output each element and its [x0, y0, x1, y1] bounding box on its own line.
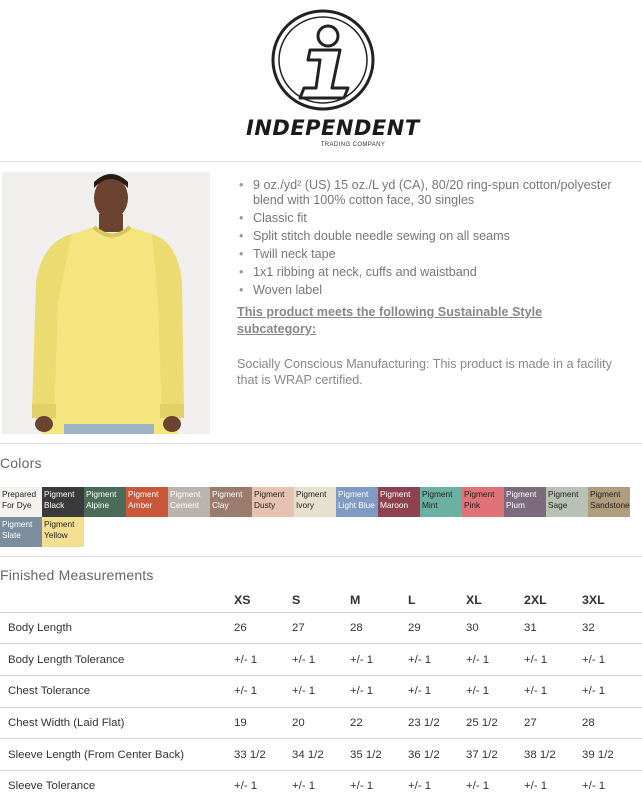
color-swatch[interactable]	[294, 487, 336, 517]
feature-item: • Woven label	[237, 283, 637, 298]
table-row	[0, 770, 642, 797]
table-header-row	[0, 589, 642, 612]
color-swatch[interactable]	[42, 487, 84, 517]
color-swatch[interactable]	[84, 487, 126, 517]
measurement-value: +/- 1	[234, 675, 292, 707]
section-divider	[0, 556, 642, 557]
table-row	[0, 644, 642, 676]
swatch-label-line2: Black	[44, 500, 65, 510]
measurement-label: Sleeve Length (From Center Back)	[0, 739, 234, 771]
size-header: XS	[234, 589, 292, 612]
table-row	[0, 612, 642, 644]
measurement-value: +/- 1	[350, 675, 408, 707]
measurement-value: 26	[234, 612, 292, 644]
color-swatch[interactable]	[42, 517, 84, 547]
feature-item: • Classic fit	[237, 211, 637, 226]
color-swatch[interactable]	[168, 487, 210, 517]
measurement-label: Body Length	[0, 612, 234, 644]
swatch-label-line1: Pigment	[380, 489, 411, 499]
product-features	[237, 178, 637, 388]
measurement-value: +/- 1	[582, 675, 642, 707]
size-header: S	[292, 589, 350, 612]
swatch-label-line2: Sandstone	[590, 500, 630, 510]
measurement-value: 36 1/2	[408, 739, 466, 771]
sustainability-text: Socially Conscious Manufacturing: This product is made in a facility that is WRAP certified.	[237, 357, 612, 387]
size-header: XL	[466, 589, 524, 612]
swatch-label-line1: Pigment	[296, 489, 327, 499]
measurement-value: +/- 1	[524, 675, 582, 707]
swatch-label-line2: Alpine	[86, 500, 110, 510]
swatch-label-line2: Pink	[464, 500, 481, 510]
measurement-value: +/- 1	[524, 644, 582, 676]
swatch-label-line1: Pigment	[44, 519, 75, 529]
measurement-value: +/- 1	[466, 644, 524, 676]
color-swatch[interactable]	[0, 487, 42, 517]
measurements-title: Finished Measurements	[0, 567, 154, 583]
product-photo	[2, 172, 210, 434]
color-swatch[interactable]	[336, 487, 378, 517]
color-swatch[interactable]	[252, 487, 294, 517]
measurement-value: 22	[350, 707, 408, 739]
color-swatch[interactable]	[0, 517, 42, 547]
measurement-value: 28	[582, 707, 642, 739]
color-swatch[interactable]	[378, 487, 420, 517]
swatch-label-line2: Clay	[212, 500, 229, 510]
feature-item: • Twill neck tape	[237, 247, 637, 262]
swatch-label-line1: Pigment	[170, 489, 201, 499]
table-header-blank	[0, 589, 234, 612]
measurement-value: +/- 1	[292, 644, 350, 676]
brand-header	[0, 0, 642, 160]
table-row	[0, 707, 642, 739]
feature-item: • 1x1 ribbing at neck, cuffs and waistband	[237, 265, 637, 280]
swatch-label-line1: Pigment	[590, 489, 621, 499]
swatch-label-line2: Sage	[548, 500, 568, 510]
measurement-value: 39 1/2	[582, 739, 642, 771]
measurements-table	[0, 589, 642, 797]
swatch-label-line1: Pigment	[2, 519, 33, 529]
swatch-label-line2: Maroon	[380, 500, 409, 510]
sustainability-heading[interactable]: This product meets the following Sustainable Style subcategory:	[237, 305, 543, 336]
measurement-value: 20	[292, 707, 350, 739]
features-list	[237, 178, 637, 298]
colors-title: Colors	[0, 455, 42, 471]
measurement-value: 38 1/2	[524, 739, 582, 771]
swatch-label-line1: Pigment	[212, 489, 243, 499]
swatch-label-line2: Dusty	[254, 500, 276, 510]
color-swatch[interactable]	[504, 487, 546, 517]
measurement-label: Body Length Tolerance	[0, 644, 234, 676]
swatch-label-line1: Pigment	[464, 489, 495, 499]
size-header: L	[408, 589, 466, 612]
measurement-value: +/- 1	[350, 770, 408, 797]
measurement-value: +/- 1	[408, 644, 466, 676]
brand-name: INDEPENDENT	[246, 116, 420, 140]
measurement-value: 28	[350, 612, 408, 644]
measurement-value: 23 1/2	[408, 707, 466, 739]
swatch-label-line2: For Dye	[2, 500, 32, 510]
swatch-label-line1: Pigment	[254, 489, 285, 499]
size-header: M	[350, 589, 408, 612]
measurement-value: +/- 1	[350, 644, 408, 676]
swatch-label-line1: Pigment	[548, 489, 579, 499]
measurement-value: 19	[234, 707, 292, 739]
measurement-value: +/- 1	[234, 770, 292, 797]
measurement-value: 31	[524, 612, 582, 644]
measurement-value: +/- 1	[408, 770, 466, 797]
color-swatch[interactable]	[126, 487, 168, 517]
model-photo-icon	[2, 172, 210, 434]
measurement-label: Sleeve Tolerance	[0, 770, 234, 797]
measurement-value: +/- 1	[292, 770, 350, 797]
measurement-value: 37 1/2	[466, 739, 524, 771]
measurement-value: 34 1/2	[292, 739, 350, 771]
swatch-label-line2: Yellow	[44, 530, 68, 540]
header-divider	[0, 161, 642, 162]
color-swatch[interactable]	[420, 487, 462, 517]
color-swatch[interactable]	[210, 487, 252, 517]
measurement-value: 29	[408, 612, 466, 644]
section-divider	[0, 443, 642, 444]
swatch-label-line2: Amber	[128, 500, 153, 510]
measurement-value: +/- 1	[234, 644, 292, 676]
swatch-label-line2: Light Blue	[338, 500, 375, 510]
measurement-value: +/- 1	[582, 770, 642, 797]
measurement-value: +/- 1	[408, 675, 466, 707]
measurement-value: +/- 1	[466, 675, 524, 707]
size-header: 2XL	[524, 589, 582, 612]
swatch-label-line2: Ivory	[296, 500, 314, 510]
swatch-label-line2: Plum	[506, 500, 525, 510]
brand-subtitle: TRADING COMPANY	[320, 142, 386, 148]
swatch-label-line2: Slate	[2, 530, 21, 540]
measurement-value: 33 1/2	[234, 739, 292, 771]
measurement-value: 32	[582, 612, 642, 644]
swatch-label-line1: Pigment	[44, 489, 75, 499]
measurement-value: +/- 1	[582, 644, 642, 676]
measurement-value: 35 1/2	[350, 739, 408, 771]
swatch-label-line1: Pigment	[422, 489, 453, 499]
brand-logo	[238, 8, 420, 148]
measurement-value: 27	[292, 612, 350, 644]
measurement-value: +/- 1	[292, 675, 350, 707]
color-swatch[interactable]	[546, 487, 588, 517]
measurement-value: 30	[466, 612, 524, 644]
swatch-label-line1: Prepared	[2, 489, 37, 499]
color-swatch[interactable]	[462, 487, 504, 517]
measurement-label: Chest Tolerance	[0, 675, 234, 707]
swatch-label-line1: Pigment	[506, 489, 537, 499]
measurement-value: 25 1/2	[466, 707, 524, 739]
swatch-label-line1: Pigment	[338, 489, 369, 499]
feature-item: • Split stitch double needle sewing on all seams	[237, 229, 637, 244]
color-swatch[interactable]	[588, 487, 630, 517]
measurement-value: 27	[524, 707, 582, 739]
table-row	[0, 739, 642, 771]
swatch-label-line1: Pigment	[128, 489, 159, 499]
independent-logo-icon	[270, 8, 376, 112]
feature-item: • 9 oz./yd² (US) 15 oz./L yd (CA), 80/20 ring-spun cotton/polyester blend with 100% cotton face, 30 singles	[237, 178, 637, 208]
measurements-body	[0, 612, 642, 797]
measurement-value: +/- 1	[524, 770, 582, 797]
size-header: 3XL	[582, 589, 642, 612]
swatch-label-line1: Pigment	[86, 489, 117, 499]
swatch-label-line2: Cement	[170, 500, 200, 510]
measurement-value: +/- 1	[466, 770, 524, 797]
swatch-label-line2: Mint	[422, 500, 438, 510]
measurement-label: Chest Width (Laid Flat)	[0, 707, 234, 739]
table-row	[0, 675, 642, 707]
